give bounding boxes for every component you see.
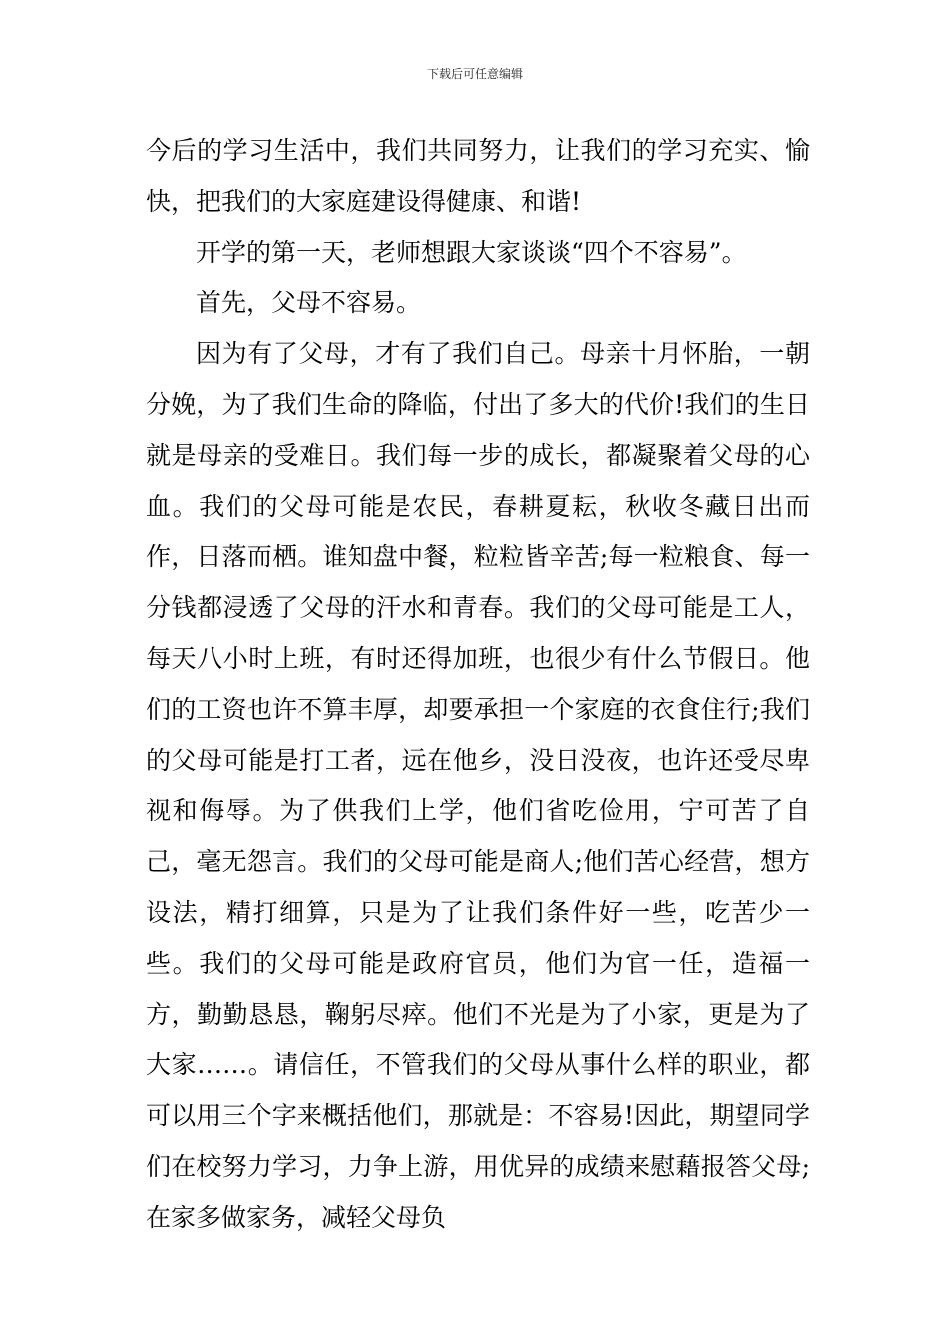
document-body	[146, 126, 810, 1244]
paragraph-intro-closing: 今后的学习生活中，我们共同努力，让我们的学习充实、愉快，把我们的大家庭建设得健康、和谐!	[146, 136, 810, 216]
paragraph-parents-body: 因为有了父母，才有了我们自己。母亲十月怀胎，一朝分娩，为了我们生命的降临，付出了多大的代价!我们的生日就是母亲的受难日。我们每一步的成长，都凝聚着父母的心血。我们的父母可能是农民，春耕夏耘，秋收冬藏日出而作，日落而栖。谁知盘中餐，粒粒皆辛苦;每一粒粮食、每一分钱都浸透了父母的汗水和青春。我们的父母可能是工人，每天八小时上班，有时还得加班，也很少有什么节假日。他们的工资也许不算丰厚，却要承担一个家庭的衣食住行;我们的父母可能是打工者，远在他乡，没日没夜，也许还受尽卑视和侮辱。为了供我们上学，他们省吃俭用，宁可苦了自己，毫无怨言。我们的父母可能是商人;他们苦心经营，想方设法，精打细算，只是为了让我们条件好一些，吃苦少一些。我们的父母可能是政府官员，他们为官一任，造福一方，勤勤恳恳，鞠躬尽瘁。他们不光是为了小家，更是为了大家……。请信任，不管我们的父母从事什么样的职业，都可以用三个字来概括他们，那就是：不容易!因此，期望同学们在校努力学习，力争上游，用优异的成绩来慰藉报答父母;在家多做家务，减轻父母负	[146, 339, 810, 1232]
paragraph-parents-heading: 首先，父母不容易。	[196, 288, 422, 318]
page-header-note: 下载后可任意编辑	[426, 67, 523, 81]
paragraph-four-difficulties: 开学的第一天，老师想跟大家谈谈“四个不容易”。	[196, 237, 747, 267]
